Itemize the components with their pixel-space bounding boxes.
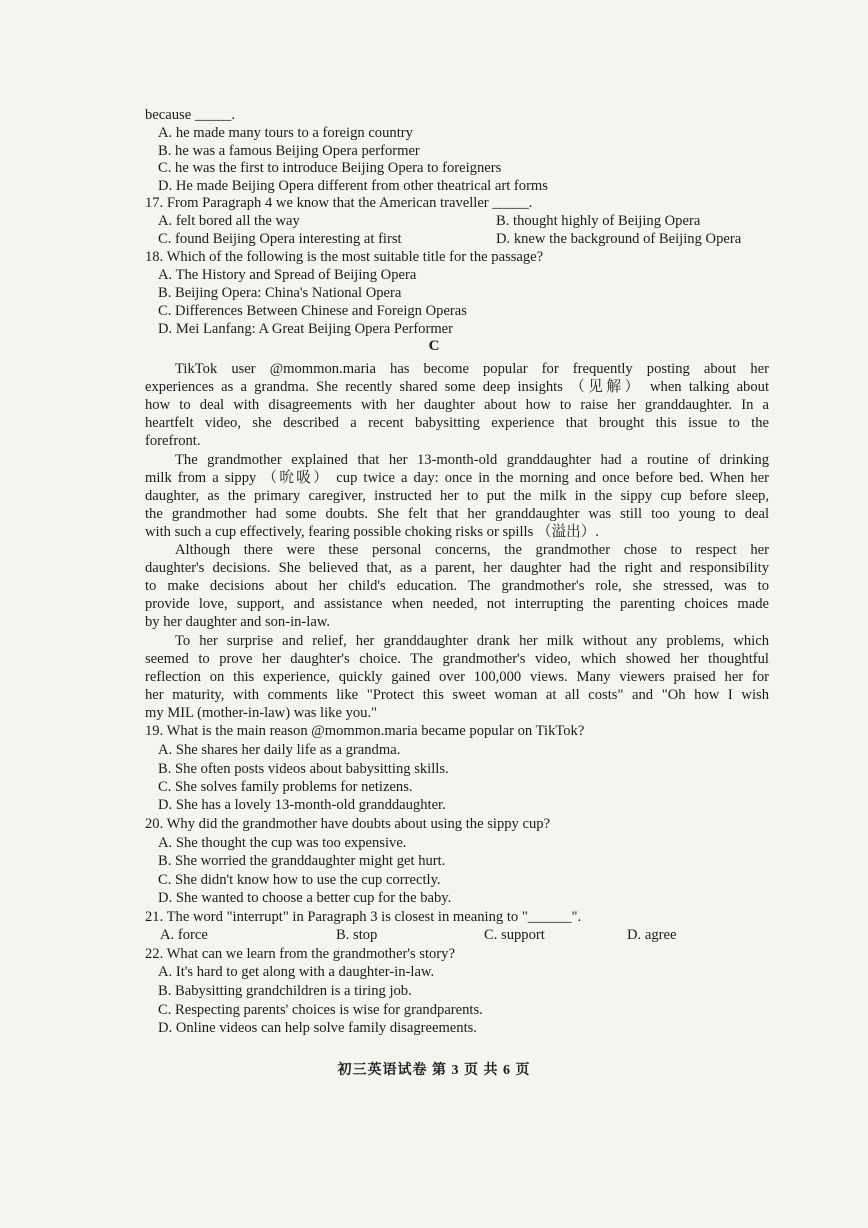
q20-stem: 20. Why did the grandmother have doubts about using the sippy cup? (145, 816, 551, 832)
passage-line: with such a cup effectively, fearing possible choking risks or spills （溢出）. (145, 524, 599, 540)
passage-line: how to deal with disagreements with her daughter about how to raise her granddaughter. In a (145, 397, 769, 413)
q22-option-b: B. Babysitting grandchildren is a tiring job. (158, 983, 412, 999)
q22-stem: 22. What can we learn from the grandmother's story? (145, 946, 455, 962)
q22-option-c: C. Respecting parents' choices is wise for grandparents. (158, 1002, 483, 1018)
q20-option-c: C. She didn't know how to use the cup correctly. (158, 872, 441, 888)
passage-line: Although there were these personal concerns, the grandmother chose to respect her (175, 542, 769, 558)
passage-line: seemed to prove her daughter's choice. The grandmother's video, which showed her thoughtful (145, 651, 769, 667)
passage-line: her maturity, with comments like "Protect this sweet woman at all costs" and "Oh how I wish (145, 687, 769, 703)
q21-stem: 21. The word "interrupt" in Paragraph 3 is closest in meaning to "______". (145, 909, 582, 925)
q21-option-a: A. force (160, 927, 208, 943)
q19-option-c: C. She solves family problems for netizens. (158, 779, 413, 795)
q22-option-a: A. It's hard to get along with a daughter-in-law. (158, 964, 435, 980)
q21-option-c: C. support (484, 927, 545, 943)
q17-option-b: B. thought highly of Beijing Opera (496, 213, 701, 229)
q18-stem: 18. Which of the following is the most suitable title for the passage? (145, 249, 544, 265)
q16-option-b: B. he was a famous Beijing Opera performer (158, 143, 420, 159)
q16-option-d: D. He made Beijing Opera different from other theatrical art forms (158, 178, 548, 194)
q17-option-d: D. knew the background of Beijing Opera (496, 231, 742, 247)
q22-option-d: D. Online videos can help solve family disagreements. (158, 1020, 477, 1036)
passage-line: milk from a sippy （吮吸） cup twice a day: once in the morning and once before bed. When her (145, 470, 769, 486)
q20-option-b: B. She worried the granddaughter might get hurt. (158, 853, 446, 869)
q19-option-b: B. She often posts videos about babysitting skills. (158, 761, 449, 777)
passage-line: To her surprise and relief, her granddaughter drank her milk without any problems, which (175, 633, 769, 649)
passage-line: daughter's decisions. She believed that, as a parent, her daughter had the right and responsibility (145, 560, 769, 576)
passage-line: heartfelt video, she described a recent babysitting experience that brought this issue to the (145, 415, 769, 431)
q18-option-d: D. Mei Lanfang: A Great Beijing Opera Performer (158, 321, 454, 337)
q16-option-c: C. he was the first to introduce Beijing Opera to foreigners (158, 160, 502, 176)
passage-line: reflection on this experience, quickly gained over 100,000 views. Many viewers praised her for (145, 669, 769, 685)
q19-option-a: A. She shares her daily life as a grandma. (158, 742, 401, 758)
q21-option-d: D. agree (627, 927, 677, 943)
q21-option-b: B. stop (336, 927, 378, 943)
passage-line: forefront. (145, 433, 201, 449)
passage-line: by her daughter and son-in-law. (145, 614, 331, 630)
passage-line: TikTok user @mommon.maria has become popular for frequently posting about her (175, 361, 769, 377)
q17-stem: 17. From Paragraph 4 we know that the American traveller _____. (145, 195, 533, 211)
q17-option-c: C. found Beijing Opera interesting at first (158, 231, 402, 247)
q19-stem: 19. What is the main reason @mommon.maria became popular on TikTok? (145, 723, 585, 739)
q19-option-d: D. She has a lovely 13-month-old granddaughter. (158, 797, 446, 813)
q18-option-a: A. The History and Spread of Beijing Opera (158, 267, 417, 283)
q18-option-b: B. Beijing Opera: China's National Opera (158, 285, 402, 301)
passage-line: the grandmother had some doubts. She felt that her granddaughter was still too young to deal (145, 506, 769, 522)
passage-line: The grandmother explained that her 13-month-old granddaughter had a routine of drinking (175, 452, 769, 468)
q20-option-a: A. She thought the cup was too expensive. (158, 835, 407, 851)
q20-option-d: D. She wanted to choose a better cup for the baby. (158, 890, 452, 906)
section-label: C (428, 338, 440, 354)
page-footer: 初三英语试卷 第 3 页 共 6 页 (337, 1063, 531, 1078)
q16-option-a: A. he made many tours to a foreign country (158, 125, 413, 141)
q17-option-a: A. felt bored all the way (158, 213, 300, 229)
passage-line: experiences as a grandma. She recently shared some deep insights （见解） when talking about (145, 379, 769, 395)
passage-line: to make decisions about her child's education. The grandmother's role, she stressed, was to (145, 578, 769, 594)
passage-line: my MIL (mother-in-law) was like you." (145, 705, 378, 721)
q16-stem-end: because _____. (145, 107, 235, 123)
passage-line: provide love, support, and assistance when needed, not interrupting the parenting choices made (145, 596, 769, 612)
q18-option-c: C. Differences Between Chinese and Foreign Operas (158, 303, 467, 319)
passage-line: daughter, as the primary caregiver, instructed her to put the milk in the sippy cup before sleep, (145, 488, 769, 504)
